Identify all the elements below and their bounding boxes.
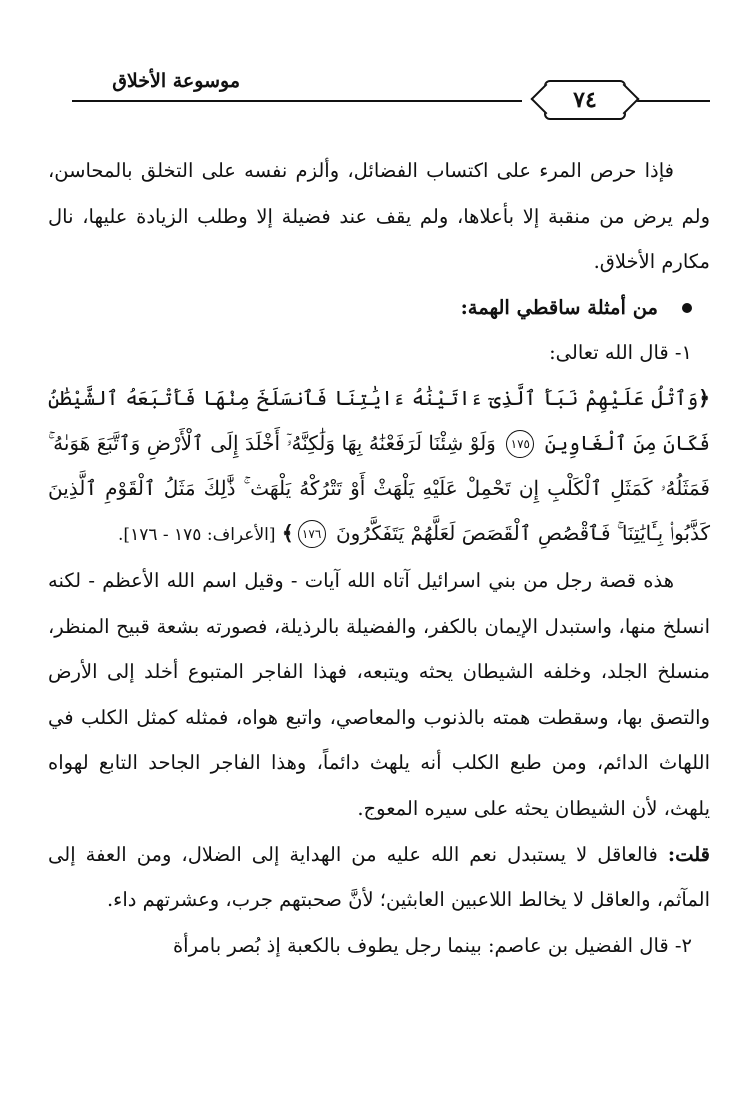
quran-verse-part2: وَلَوْ شِئْنَا لَرَفَعْنَٰهُ بِهَا وَلَٰكِنَّهُۥٓ أَخْلَدَ إِلَى ٱلْأَرْضِ وَٱتَّبَعَ هَوَىٰهُ ۚ فَمَثَلُهُۥ كَمَثَلِ ٱلْكَلْبِ إِن تَحْمِلْ عَلَيْهِ يَلْهَثْ أَوْ تَتْرُكْهُ يَلْهَث ۚ ذَّٰلِكَ مَثَلُ ٱلْقَوْمِ ٱلَّذِينَ كَذَّبُوا۟ بِـَٔايَٰتِنَا ۚ فَٱقْصُصِ ٱلْقَصَصَ لَعَلَّهُمْ يَتَفَكَّرُونَ xyxy=(48,430,710,545)
example-2-intro: ٢- قال الفضيل بن عاصم: بينما رجل يطوف بالكعبة إذ بُصر بامرأة xyxy=(172,933,692,957)
commentary-paragraph xyxy=(48,832,710,923)
page-header xyxy=(60,58,710,118)
commentary-label: قلت: xyxy=(667,842,710,866)
quran-close-bracket: ﴾ xyxy=(281,520,294,545)
quran-verse xyxy=(48,376,710,558)
section-heading xyxy=(48,285,710,331)
quran-reference: [الأعراف: ١٧٥ - ١٧٦]. xyxy=(118,524,276,545)
story-paragraph: هذه قصة رجل من بني اسرائيل آتاه الله آيات - وقيل اسم الله الأعظم - لكنه انسلخ منها، واستبدل الإيمان بالكفر، والفضيلة بالرذيلة، فصورته بشعة قبيح المنظر، منسلخ الجلد، وخلفه الشيطان يحثه ويتبعه، فهذا الفاجر المتبوع أخلد إلى الأرض والتصق بها، وسقطت همته بالذنوب والمعاصي، واتبع هواه، فمثله كمثل الكلب في اللهاث الدائم، ومن طبع الكلب أنه يلهث دائماً، وهذا الفاجر الجاحد التابع لهواه يلهث، لأن الشيطان يحثه على سيره المعوج. xyxy=(48,568,710,820)
header-rule-right xyxy=(630,100,710,102)
header-rule-left xyxy=(72,100,522,102)
section-heading-text: من أمثلة ساقطي الهمة: xyxy=(460,295,658,319)
ayah-number-marker: ١٧٦ xyxy=(298,520,326,548)
page-number: ٧٤ xyxy=(573,87,597,113)
ayah-number-marker: ١٧٥ xyxy=(506,430,534,458)
commentary-text: فالعاقل لا يستبدل نعم الله عليه من الهداية إلى الضلال، ومن العفة إلى المآثم، والعاقل لا يخالط اللاعبين العابثين؛ لأنَّ صحبتهم جرب، وعشرتهم داء. xyxy=(48,842,710,912)
example-1-intro: ١- قال الله تعالى: xyxy=(549,341,692,365)
page-number-badge xyxy=(544,80,626,120)
quran-verse-part1: وَٱتْلُ عَلَيْهِمْ نَبَأَ ٱلَّذِىٓ ءَاتَيْنَٰهُ ءَايَٰتِنَا فَٱنسَلَخَ مِنْهَا فَأَتْبَعَهُ ٱلشَّيْطَٰنُ فَكَانَ مِنَ ٱلْغَاوِينَ xyxy=(48,385,711,455)
book-title: موسوعة الأخلاق xyxy=(112,70,240,92)
page-body xyxy=(48,148,710,968)
bullet-icon xyxy=(682,303,692,313)
quran-open-bracket: ﴿ xyxy=(698,385,710,410)
intro-paragraph: فإذا حرص المرء على اكتساب الفضائل، وألزم نفسه على التخلق بالمحاسن، ولم يرض من منقبة إلا بأعلاها، ولم يقف عند فضيلة إلا وطلب الزيادة عليها، نال مكارم الأخلاق. xyxy=(48,159,710,274)
